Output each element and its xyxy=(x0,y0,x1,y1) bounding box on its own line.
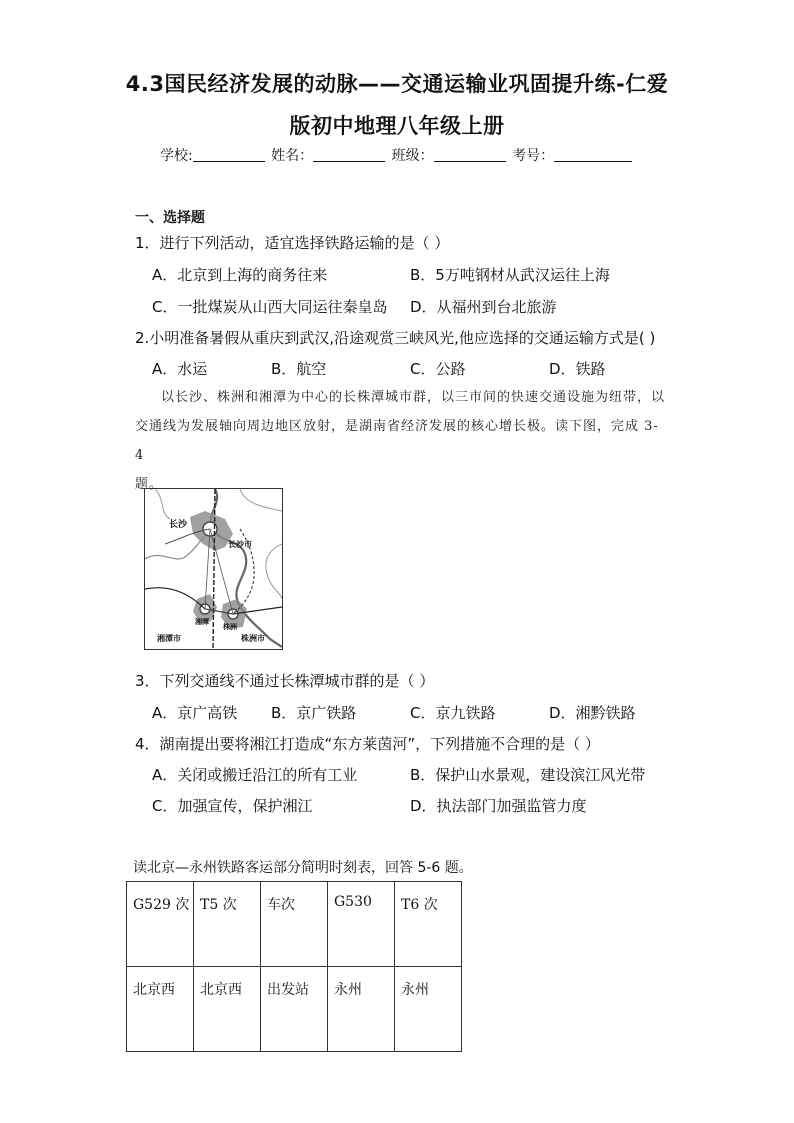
timetable-intro: 读北京—永州铁路客运部分简明时刻表，回答 5-6 题。 xyxy=(133,860,473,876)
name-blank[interactable] xyxy=(313,147,385,162)
q4-option-b[interactable]: B．保护山水景观，建设滨江风光带 xyxy=(410,766,646,784)
q3-option-d[interactable]: D．湘黔铁路 xyxy=(549,704,636,722)
q4-option-c[interactable]: C．加强宣传，保护湘江 xyxy=(152,797,313,815)
timetable xyxy=(126,881,462,1052)
reading-passage xyxy=(135,383,665,499)
school-blank[interactable] xyxy=(193,147,265,162)
section-heading: 一、选择题 xyxy=(135,210,205,226)
q1-option-b[interactable]: B．5万吨钢材从武汉运往上海 xyxy=(410,266,610,284)
q1-option-c[interactable]: C．一批煤炭从山西大同运往秦皇岛 xyxy=(152,298,388,316)
q3-option-a[interactable]: A．京广高铁 xyxy=(152,704,238,722)
changzhutan-map xyxy=(144,488,283,650)
class-label: 班级： xyxy=(391,148,434,164)
document-title-line1: 4.3国民经济发展的动脉——交通运输业巩固提升练-仁爱 xyxy=(125,72,669,96)
table-cell: 北京西 xyxy=(127,967,194,1052)
map-label-changsha: 长沙 xyxy=(169,520,188,530)
map-label-zhuzhou-city: 株洲市 xyxy=(241,634,265,643)
table-row xyxy=(127,967,462,1052)
table-cell: G530 xyxy=(328,882,395,967)
table-cell: 永州 xyxy=(395,967,462,1052)
map-label-xiangtan: 湘潭 xyxy=(195,618,209,626)
student-info-row xyxy=(160,145,634,165)
q2-option-b[interactable]: B．航空 xyxy=(271,360,327,378)
name-label: 姓名： xyxy=(271,148,314,164)
table-cell: 永州 xyxy=(328,967,395,1052)
passage-line-1: 以长沙、株洲和湘潭为中心的长株潭城市群，以三市间的快速交通设施为纽带，以 xyxy=(161,390,666,405)
school-label: 学校: xyxy=(160,148,193,164)
q4-option-a[interactable]: A．关闭或搬迁沿江的所有工业 xyxy=(152,766,358,784)
table-cell: T5 次 xyxy=(194,882,261,967)
q4-stem: 4．湖南提出要将湘江打造成“东方莱茵河”，下列措施不合理的是（ ） xyxy=(135,735,600,753)
q2-option-a[interactable]: A．水运 xyxy=(152,360,208,378)
document-title-line2: 版初中地理八年级上册 xyxy=(289,114,505,138)
passage-line-3: 题。 xyxy=(135,477,164,492)
q4-option-d[interactable]: D．执法部门加强监管力度 xyxy=(410,797,587,815)
q2-option-d[interactable]: D．铁路 xyxy=(549,360,606,378)
exam-no-label: 考号： xyxy=(512,148,555,164)
map-label-xiangtan-city: 湘潭市 xyxy=(157,634,181,643)
q3-option-b[interactable]: B．京广铁路 xyxy=(271,704,357,722)
q1-stem: 1．进行下列活动，适宜选择铁路运输的是（ ） xyxy=(135,234,450,252)
table-cell: G529 次 xyxy=(127,882,194,967)
passage-line-2: 交通线为发展轴向周边地区放射，是湖南省经济发展的核心增长极。读下图，完成 3-4 xyxy=(135,419,659,463)
q2-stem: 2.小明准备暑假从重庆到武汉,沿途观赏三峡风光,他应选择的交通运输方式是( ) xyxy=(135,329,656,347)
exam-no-blank[interactable] xyxy=(554,147,632,162)
table-cell: 北京西 xyxy=(194,967,261,1052)
class-blank[interactable] xyxy=(434,147,506,162)
q1-option-d[interactable]: D．从福州到台北旅游 xyxy=(410,298,557,316)
table-cell: 出发站 xyxy=(261,967,328,1052)
q2-option-c[interactable]: C．公路 xyxy=(410,360,466,378)
q3-stem: 3．下列交通线不通过长株潭城市群的是（ ） xyxy=(135,672,435,690)
q3-option-c[interactable]: C．京九铁路 xyxy=(410,704,496,722)
map-drawing xyxy=(145,489,282,649)
table-cell: 车次 xyxy=(261,882,328,967)
map-label-zhuzhou: 株洲 xyxy=(223,623,237,631)
table-row xyxy=(127,882,462,967)
map-label-changsha-city: 长沙市 xyxy=(228,540,252,549)
table-cell: T6 次 xyxy=(395,882,462,967)
q1-option-a[interactable]: A．北京到上海的商务往来 xyxy=(152,266,328,284)
